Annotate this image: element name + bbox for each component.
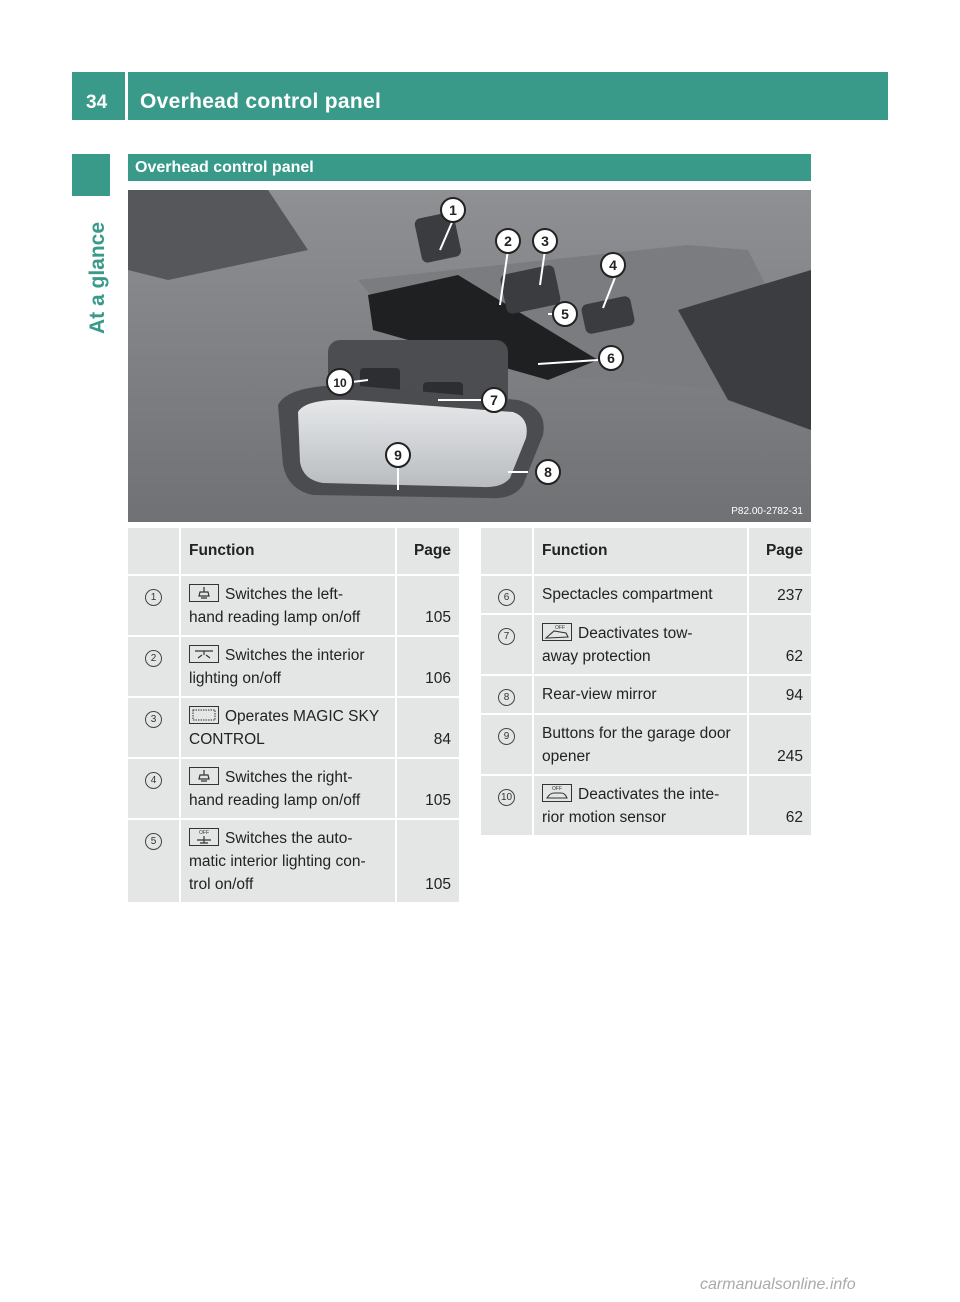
svg-text:2: 2 — [504, 233, 512, 249]
callout-6 — [599, 346, 623, 370]
reading-lamp-icon — [189, 767, 219, 785]
table-row — [128, 576, 459, 637]
table-row — [481, 576, 811, 615]
header-divider — [125, 72, 128, 120]
page-number: 34 — [86, 92, 108, 113]
item-number-badge: 8 — [498, 689, 515, 706]
function-text-line: trol on/off — [189, 876, 254, 893]
item-number-badge: 3 — [145, 711, 162, 728]
interior-light-icon — [189, 645, 219, 663]
function-text-line: rior motion sensor — [542, 809, 667, 826]
table-row — [481, 715, 811, 776]
function-cell — [534, 776, 747, 837]
table-row — [481, 615, 811, 676]
function-cell — [534, 576, 747, 615]
table-row — [481, 676, 811, 715]
page-title: Overhead control panel — [140, 90, 382, 113]
svg-text:6: 6 — [607, 350, 615, 366]
item-number-badge: 6 — [498, 589, 515, 606]
page-reference: 62 — [747, 776, 811, 837]
item-number-badge: 4 — [145, 772, 162, 789]
item-number-badge: 5 — [145, 833, 162, 850]
page-reference: 237 — [747, 576, 811, 615]
page-reference: 105 — [395, 820, 459, 904]
svg-text:OFF: OFF — [552, 786, 562, 792]
tow-away-off-icon — [542, 623, 572, 641]
function-text-line: Deactivates tow- — [578, 625, 693, 642]
callout-8 — [536, 460, 560, 484]
svg-text:3: 3 — [541, 233, 549, 249]
svg-text:9: 9 — [394, 447, 402, 463]
page-reference: 105 — [395, 759, 459, 820]
magic-sky-icon — [189, 706, 219, 724]
table-row — [128, 698, 459, 759]
svg-text:OFF: OFF — [199, 830, 209, 836]
function-cell — [534, 715, 747, 776]
function-text-line: lighting on/off — [189, 670, 281, 687]
item-number-badge: 9 — [498, 728, 515, 745]
callout-3 — [533, 229, 557, 253]
item-number-badge: 7 — [498, 628, 515, 645]
callout-9 — [386, 443, 410, 467]
page-reference: 106 — [395, 637, 459, 698]
svg-text:8: 8 — [544, 464, 552, 480]
motion-sensor-off-icon — [542, 784, 572, 802]
svg-text:4: 4 — [609, 257, 617, 273]
item-number-badge: 2 — [145, 650, 162, 667]
figure-code: P82.00-2782-31 — [731, 506, 803, 517]
function-cell — [181, 576, 395, 637]
side-chapter-label: At a glance — [86, 221, 109, 334]
function-text-line: matic interior lighting con- — [189, 853, 366, 870]
auto-lighting-off-icon — [189, 828, 219, 846]
callout-5 — [553, 302, 577, 326]
function-text-line: Switches the auto- — [225, 830, 353, 847]
reading-lamp-icon — [189, 584, 219, 602]
item-number-badge: 10 — [498, 789, 515, 806]
section-title: Overhead control panel — [135, 159, 314, 176]
function-text-line: Buttons for the garage door — [542, 725, 731, 742]
function-table-left — [128, 528, 459, 904]
function-cell — [534, 615, 747, 676]
function-cell — [181, 698, 395, 759]
overhead-panel-photo — [128, 190, 811, 522]
callout-1 — [441, 198, 465, 222]
function-text-line: Operates MAGIC SKY — [225, 708, 380, 725]
column-header-function: Function — [534, 528, 747, 576]
footer-watermark: carmanualsonline.info — [700, 1276, 856, 1293]
function-cell — [181, 637, 395, 698]
page-reference: 105 — [395, 576, 459, 637]
function-cell — [534, 676, 747, 715]
function-text-line: Switches the interior — [225, 647, 365, 664]
page-reference: 62 — [747, 615, 811, 676]
side-tab-marker — [72, 154, 110, 196]
function-cell — [181, 759, 395, 820]
callout-7 — [482, 388, 506, 412]
table-row — [128, 637, 459, 698]
page-reference: 84 — [395, 698, 459, 759]
function-text-line: opener — [542, 748, 591, 765]
function-text-line: CONTROL — [189, 731, 265, 748]
column-header-function: Function — [181, 528, 395, 576]
table-row — [128, 820, 459, 904]
column-header-page: Page — [395, 528, 459, 576]
function-text-line: Switches the right- — [225, 769, 353, 786]
function-text-line: hand reading lamp on/off — [189, 609, 361, 626]
function-text-line: Switches the left- — [225, 586, 344, 603]
table-row — [128, 759, 459, 820]
callout-10 — [327, 369, 353, 395]
svg-text:1: 1 — [449, 202, 457, 218]
function-text-line: Spectacles compartment — [542, 586, 713, 603]
callout-4 — [601, 253, 625, 277]
callout-2 — [496, 229, 520, 253]
svg-text:5: 5 — [561, 306, 569, 322]
function-text-line: Deactivates the inte- — [578, 786, 720, 803]
page-reference: 94 — [747, 676, 811, 715]
function-cell — [181, 820, 395, 904]
page-reference: 245 — [747, 715, 811, 776]
item-number-badge: 1 — [145, 589, 162, 606]
svg-text:OFF: OFF — [555, 625, 565, 631]
svg-text:7: 7 — [490, 392, 498, 408]
svg-text:10: 10 — [333, 376, 347, 390]
function-text-line: Rear-view mirror — [542, 686, 657, 703]
function-table-right — [481, 528, 811, 837]
column-header-page: Page — [747, 528, 811, 576]
function-text-line: away protection — [542, 648, 651, 665]
function-text-line: hand reading lamp on/off — [189, 792, 361, 809]
table-row — [481, 776, 811, 837]
